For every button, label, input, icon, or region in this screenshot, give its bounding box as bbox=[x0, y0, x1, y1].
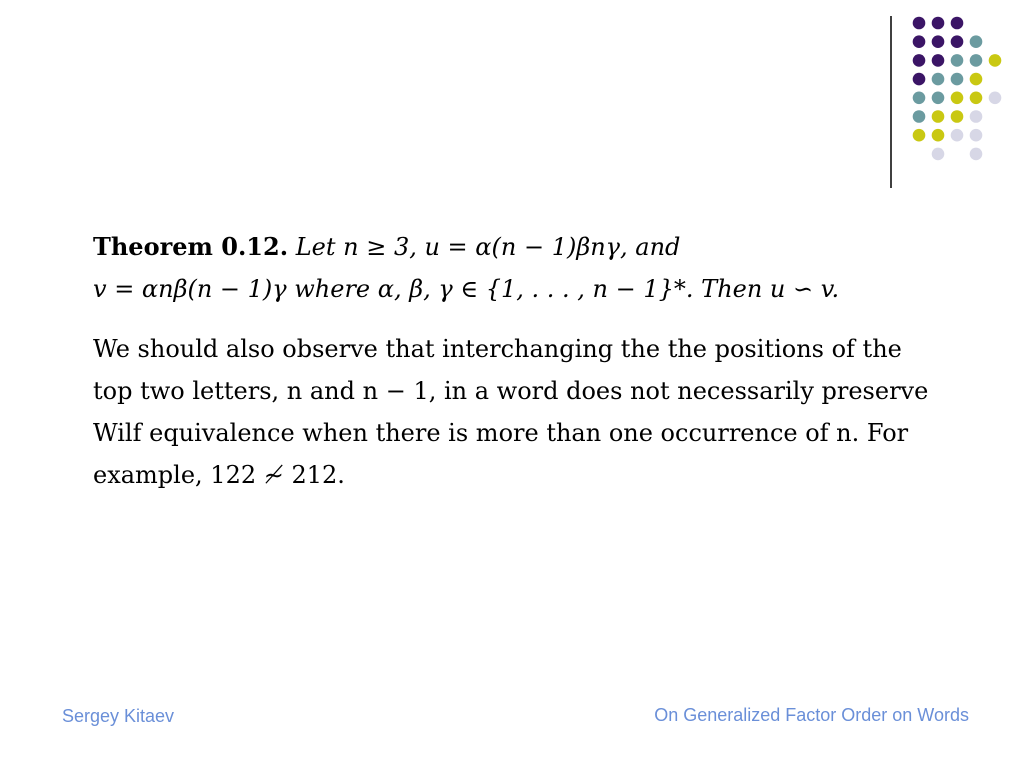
decorative-dot bbox=[970, 92, 983, 105]
paragraph-line-1: We should also observe that interchanging the the positions of the bbox=[93, 335, 902, 363]
decorative-dot bbox=[970, 110, 983, 123]
decorative-dot bbox=[932, 129, 945, 142]
decorative-dot bbox=[970, 73, 983, 86]
decorative-dot-grid bbox=[0, 0, 1024, 200]
decorative-dot bbox=[913, 17, 926, 30]
body-paragraph bbox=[93, 328, 993, 496]
footer-author: Sergey Kitaev bbox=[62, 706, 175, 726]
decorative-dot bbox=[951, 54, 964, 67]
theorem-statement-line-1: Let n ≥ 3, u = α(n − 1)βnγ, and bbox=[295, 233, 681, 261]
decorative-dot bbox=[970, 54, 983, 67]
decorative-dot bbox=[951, 129, 964, 142]
paragraph-line-4: example, 122 ≁ 212. bbox=[93, 461, 345, 489]
paragraph-line-2: top two letters, n and n − 1, in a word does not necessarily preserve bbox=[93, 377, 929, 405]
decorative-dot bbox=[951, 110, 964, 123]
footer-presentation-title: On Generalized Factor Order on Words bbox=[654, 705, 969, 725]
decorative-dot bbox=[932, 148, 945, 161]
decorative-dot bbox=[989, 54, 1002, 67]
decorative-dot bbox=[951, 92, 964, 105]
decorative-dot bbox=[951, 35, 964, 48]
theorem-line-1 bbox=[93, 226, 993, 268]
theorem-label: Theorem 0.12. bbox=[93, 232, 289, 261]
decorative-dot bbox=[989, 92, 1002, 105]
paragraph-line-3: Wilf equivalence when there is more than one occurrence of n. For bbox=[93, 419, 909, 447]
decorative-dot bbox=[932, 92, 945, 105]
decorative-dot bbox=[932, 54, 945, 67]
decorative-dot bbox=[970, 148, 983, 161]
decorative-dot bbox=[913, 92, 926, 105]
decorative-dot bbox=[932, 110, 945, 123]
theorem-statement-line-2: v = αnβ(n − 1)γ where α, β, γ ∈ {1, . . . , n − 1}*. Then u ∽ v. bbox=[93, 275, 840, 303]
decorative-dot bbox=[913, 110, 926, 123]
decorative-dot bbox=[970, 35, 983, 48]
decorative-dot bbox=[913, 129, 926, 142]
decorative-dot bbox=[932, 35, 945, 48]
decorative-dot bbox=[951, 73, 964, 86]
decorative-dot bbox=[970, 129, 983, 142]
decorative-dot bbox=[913, 54, 926, 67]
theorem-block bbox=[93, 226, 993, 310]
decorative-dot bbox=[932, 73, 945, 86]
decorative-dot bbox=[913, 73, 926, 86]
decorative-dot bbox=[913, 35, 926, 48]
decorative-dot bbox=[932, 17, 945, 30]
decorative-dot bbox=[951, 17, 964, 30]
